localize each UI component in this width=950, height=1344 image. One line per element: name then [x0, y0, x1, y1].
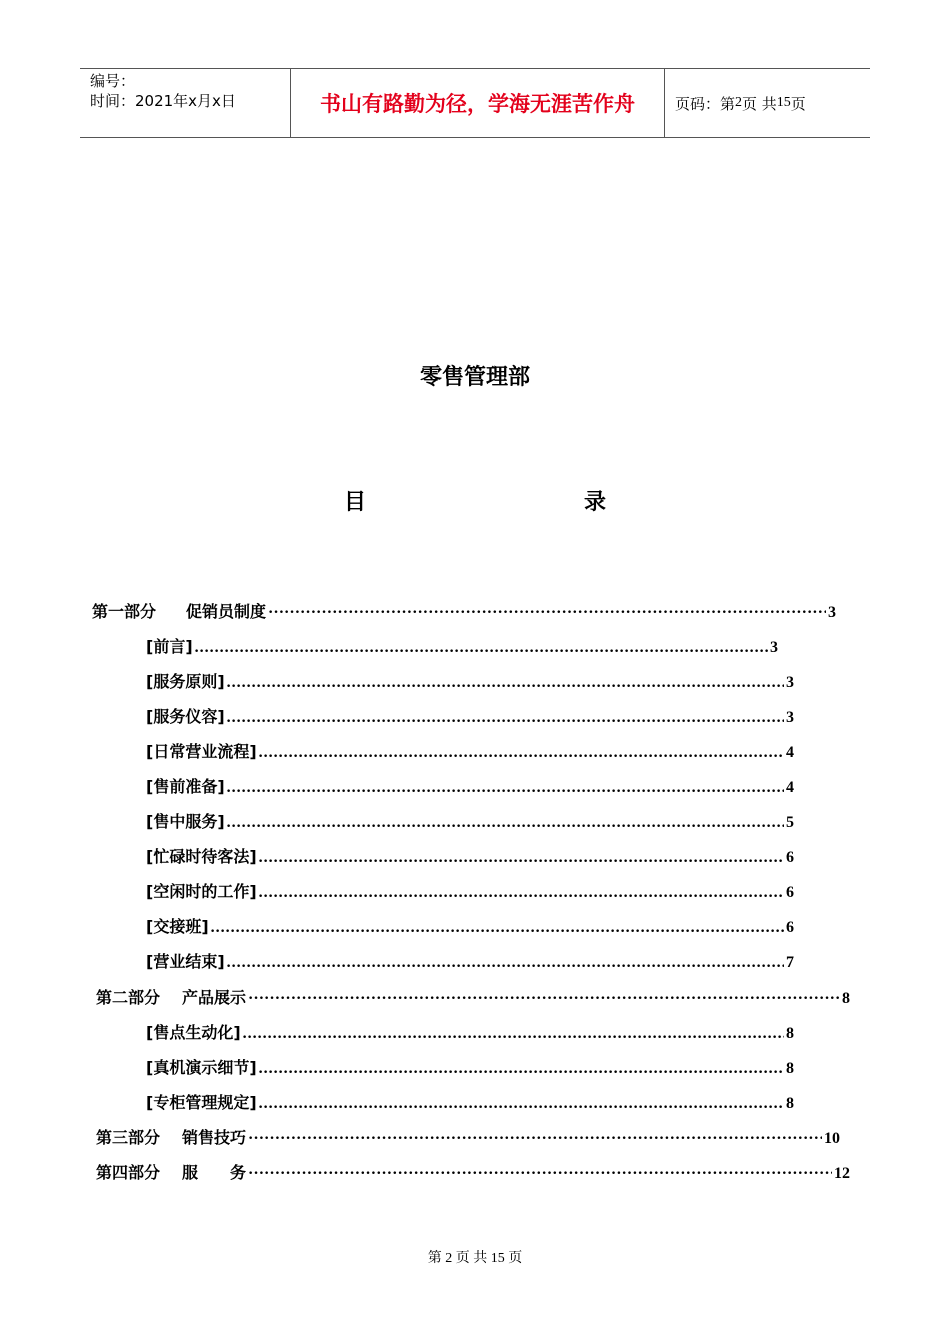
toc-entry-page: 3: [786, 709, 794, 726]
toc-leader: [227, 779, 784, 797]
toc-leader: [227, 954, 784, 972]
page-total: 15: [776, 95, 791, 110]
toc-entry-label: [售前准备]: [146, 777, 225, 796]
toc-entry-title: 促销员制度: [186, 602, 267, 621]
toc-entry[interactable]: [146, 704, 794, 728]
toc-entry-label: [空闲时的工作]: [146, 882, 257, 901]
toc-entry-page: 6: [786, 884, 794, 901]
toc-entry-label: [忙碌时待客法]: [146, 847, 257, 866]
toc-entry-label: [售中服务]: [146, 812, 225, 831]
toc-entry-label: 第一部分: [92, 602, 157, 621]
toc-leader: [227, 814, 784, 832]
toc-entry-page: 8: [842, 990, 850, 1007]
toc-leader: [259, 1095, 784, 1113]
toc-entry-label: [服务仪容]: [146, 707, 225, 726]
toc-entry[interactable]: [146, 949, 794, 973]
toc-entry-page: 8: [786, 1025, 794, 1042]
toc-entry-label: [营业结束]: [146, 952, 225, 971]
toc-entry-title: 产品展示: [182, 988, 247, 1007]
toc-entry-title: 销售技巧: [182, 1128, 247, 1147]
toc-leader: [259, 1060, 784, 1078]
toc-entry[interactable]: [96, 1125, 840, 1149]
toc-entry-page: 7: [786, 954, 794, 971]
toc-entry-page: 4: [786, 744, 794, 761]
toc-title-1: 目: [344, 490, 367, 515]
toc-entry-page: 8: [786, 1095, 794, 1112]
toc-entry[interactable]: [146, 844, 794, 868]
toc-entry[interactable]: [92, 599, 836, 623]
toc-entry-label: [售点生动化]: [146, 1023, 241, 1042]
toc-entry-page: 5: [786, 814, 794, 831]
toc-entry-page: 4: [786, 779, 794, 796]
toc-entry-label: [服务原则]: [146, 672, 225, 691]
page-prefix: 页码：第: [675, 94, 736, 113]
toc-title-2: 录: [584, 490, 607, 515]
toc-entry[interactable]: [146, 739, 794, 763]
toc-entry-page: 6: [786, 919, 794, 936]
toc-leader: [259, 849, 784, 867]
toc-entry-page: 10: [824, 1130, 840, 1147]
toc-entry-label: 第四部分: [96, 1163, 161, 1182]
toc-entry-title: 服 务: [182, 1163, 247, 1182]
toc-entry-page: 3: [828, 604, 836, 621]
toc-entry[interactable]: [96, 985, 850, 1009]
toc-leader: [195, 639, 768, 657]
toc-entry[interactable]: [146, 914, 794, 938]
toc-entry-page: 3: [770, 639, 778, 656]
toc-leader: [243, 1025, 784, 1043]
number-label: 编号：: [90, 72, 136, 90]
toc-entry-label: [前言]: [146, 637, 193, 656]
toc-entry[interactable]: [146, 879, 794, 903]
toc-entry[interactable]: [146, 634, 778, 658]
toc-leader: [227, 674, 784, 692]
toc-entry-label: 第二部分: [96, 988, 161, 1007]
toc-entry-label: [专柜管理规定]: [146, 1093, 257, 1112]
toc-entry[interactable]: [146, 1020, 794, 1044]
toc-entry[interactable]: [146, 669, 794, 693]
toc-entry[interactable]: [146, 1090, 794, 1114]
toc-leader: [248, 1165, 832, 1183]
toc-leader: [248, 1130, 822, 1148]
toc-entry-label: 第三部分: [96, 1128, 161, 1147]
header-meta: [80, 69, 291, 137]
toc-leader: [259, 744, 784, 762]
department-title: 零售管理部: [419, 365, 530, 390]
toc-entry-page: 3: [786, 674, 794, 691]
toc-leader: [248, 990, 840, 1008]
toc-entry[interactable]: [146, 1055, 794, 1079]
page-mid: 页 共: [742, 94, 777, 113]
toc-entry-label: [真机演示细节]: [146, 1058, 257, 1077]
toc-entry[interactable]: [146, 774, 794, 798]
page-current: 2: [735, 95, 743, 110]
toc-entry-page: 8: [786, 1060, 794, 1077]
toc-entry[interactable]: [96, 1160, 850, 1184]
toc-entry-page: 12: [834, 1165, 850, 1182]
time-label: 时间：2021年x月x日: [90, 92, 236, 110]
page-header: [80, 68, 870, 138]
toc-leader: [268, 604, 826, 622]
toc-entry[interactable]: [146, 809, 794, 833]
toc-leader: [227, 709, 784, 727]
toc-leader: [259, 884, 784, 902]
header-page-info: [665, 69, 870, 137]
page-footer: 第 2 页 共 15 页: [427, 1251, 523, 1266]
toc-entry-label: [日常营业流程]: [146, 742, 257, 761]
toc-entry-label: [交接班]: [146, 917, 209, 936]
toc-entry-page: 6: [786, 849, 794, 866]
page-suffix: 页: [790, 94, 806, 113]
toc-leader: [211, 919, 784, 937]
header-motto: 书山有路勤为径，学海无涯苦作舟: [291, 69, 665, 137]
